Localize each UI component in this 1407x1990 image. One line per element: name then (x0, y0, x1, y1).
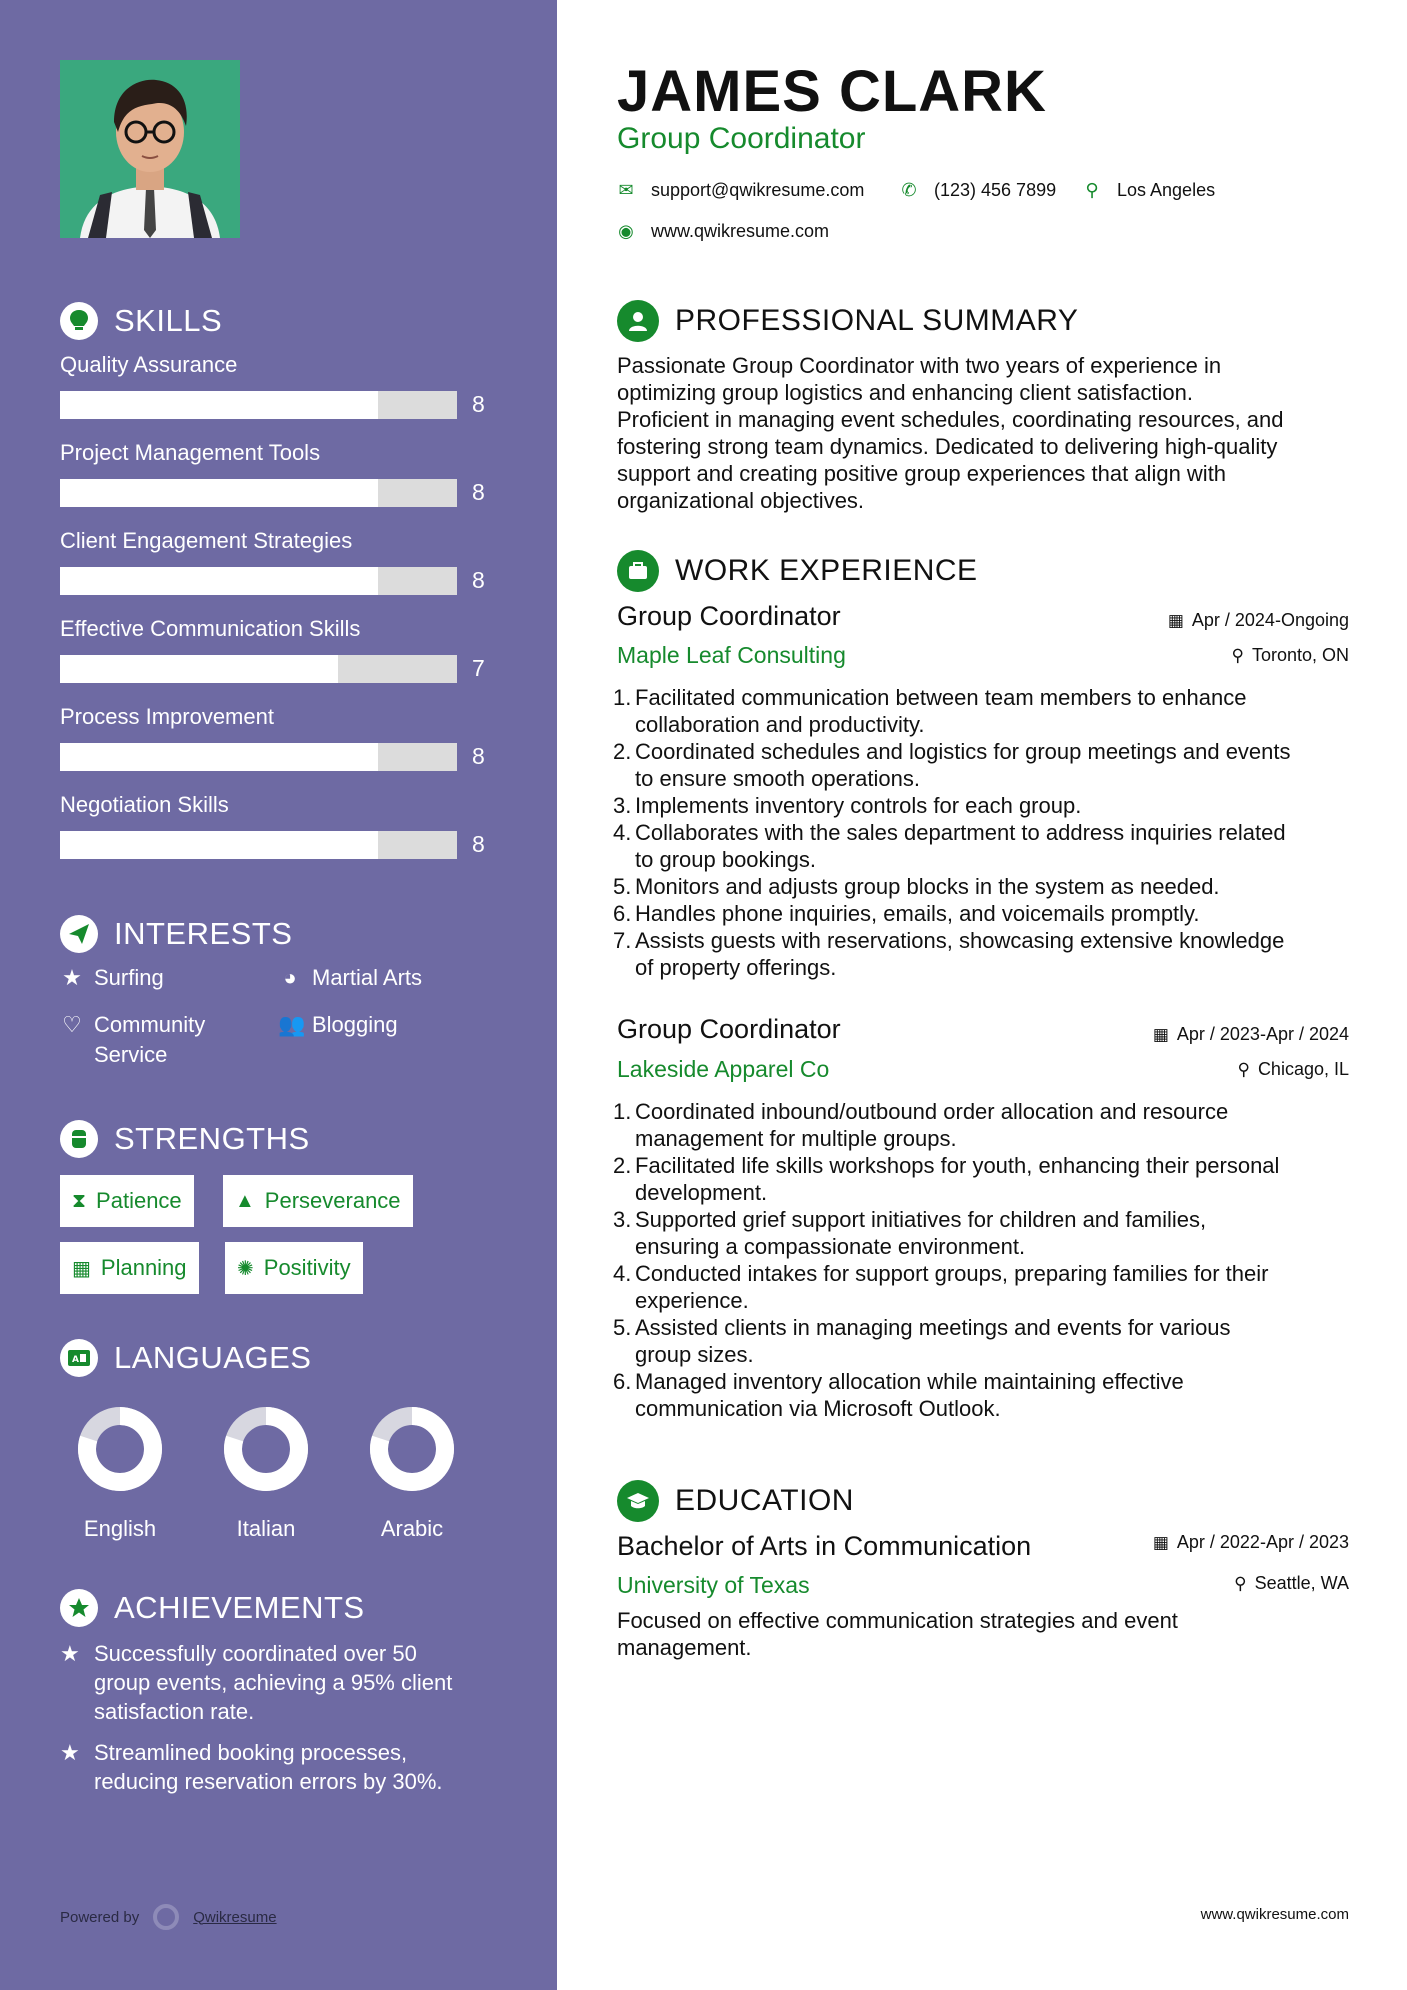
list-number: 3. (613, 1207, 632, 1232)
list-item (613, 792, 1363, 819)
summary-title: PROFESSIONAL SUMMARY (675, 304, 1079, 337)
strength-tag (223, 1175, 413, 1227)
calendar-icon: ▦ (72, 1257, 91, 1280)
achievement-item (60, 1639, 510, 1726)
job-dates: ▦ Apr / 2023-Apr / 2024 (1152, 1024, 1349, 1044)
skill-bar-fill (60, 567, 378, 595)
list-item (613, 738, 1363, 792)
skill-bar-fill (60, 391, 378, 419)
language-name: Arabic (380, 1516, 444, 1541)
list-text: Implements inventory controls for each group. (635, 793, 1082, 818)
phone-text: (123) 456 7899 (934, 180, 1057, 200)
list-text: Assisted clients in managing meetings and events for various group sizes. (635, 1315, 1231, 1367)
interests-heading (60, 915, 292, 953)
star-icon: ★ (62, 965, 82, 990)
road-icon: ▲ (235, 1189, 255, 1212)
achievements-heading (60, 1589, 365, 1627)
skill-bar (60, 479, 457, 507)
summary-text (617, 352, 1357, 514)
list-number: 2. (613, 739, 632, 764)
shooting-star-icon: ★ (60, 1740, 80, 1765)
list-number: 6. (613, 1369, 632, 1394)
candidate-role: Group Coordinator (617, 122, 866, 155)
profile-photo (60, 60, 240, 238)
language-item (367, 1404, 457, 1542)
education-dates: ▦ Apr / 2022-Apr / 2023 (1152, 1532, 1349, 1552)
experience-title: WORK EXPERIENCE (675, 554, 978, 587)
summary-heading (617, 300, 1078, 342)
skill-name: Process Improvement (60, 704, 274, 729)
interests-title: INTERESTS (114, 916, 293, 951)
powered-by-label: Powered by (60, 1908, 140, 1926)
skill-bar-fill (60, 743, 378, 771)
skill-name: Negotiation Skills (60, 792, 229, 817)
skill-bar (60, 655, 457, 683)
list-item (613, 900, 1363, 927)
language-name: Italian (236, 1516, 296, 1541)
strength-label: Patience (96, 1188, 182, 1213)
job-dates: ▦ Apr / 2024-Ongoing (1167, 610, 1349, 630)
interest-label: Community Service (94, 1012, 206, 1067)
skill-bar (60, 831, 457, 859)
skill-name: Quality Assurance (60, 352, 238, 377)
shooting-star-icon: ★ (60, 1641, 80, 1666)
map-pin-icon: ⚲ (1085, 180, 1099, 200)
qwikresume-link[interactable]: Qwikresume (193, 1908, 277, 1926)
list-item (613, 1260, 1363, 1314)
skill-bar (60, 391, 457, 419)
user-icon (617, 300, 659, 342)
main-content (557, 0, 1407, 1990)
interest-item (60, 963, 164, 993)
list-number: 7. (613, 928, 632, 953)
language-name: English (83, 1516, 157, 1541)
contact-email[interactable] (617, 180, 864, 201)
language-item (75, 1404, 165, 1542)
list-item (613, 1368, 1363, 1422)
languages-heading (60, 1339, 311, 1377)
globe-icon: ◉ (618, 221, 634, 241)
list-item (613, 1314, 1363, 1368)
contact-location (1083, 180, 1215, 201)
list-number: 4. (613, 1261, 632, 1286)
education-heading (617, 1480, 854, 1522)
achievements-title: ACHIEVEMENTS (114, 1590, 365, 1625)
summary-line: Proficient in managing event schedules, coordinating resources, and (617, 407, 1284, 432)
summary-line: support and creating positive group experiences that align with (617, 461, 1227, 486)
skill-bar (60, 567, 457, 595)
skill-score: 8 (472, 391, 485, 417)
hourglass-icon: ⧗ (72, 1189, 87, 1212)
lightbulb-icon (60, 302, 98, 340)
education-line: Focused on effective communication strategies and event (617, 1608, 1178, 1633)
skill-bar (60, 743, 457, 771)
interest-item (278, 1010, 398, 1040)
list-text: Coordinated inbound/outbound order allocation and resource management for multiple groups. (635, 1099, 1229, 1151)
list-item (613, 819, 1363, 873)
users-icon: 👥 (278, 1012, 306, 1037)
list-text: Managed inventory allocation while maintaining effective communication via Microsoft Outlook. (635, 1369, 1184, 1421)
contact-phone[interactable] (900, 180, 1056, 201)
pushpin-icon: ⚲ (1237, 1059, 1250, 1079)
sidebar (0, 0, 557, 1990)
list-item (613, 1206, 1363, 1260)
interest-label: Martial Arts (312, 965, 423, 990)
achievement-text: Streamlined booking processes, reducing reservation errors by 30%. (94, 1740, 443, 1794)
education-title: EDUCATION (675, 1484, 854, 1517)
summary-line: optimizing group logistics and enhancing client satisfaction. (617, 380, 1193, 405)
job-duties (613, 684, 1363, 981)
candidate-name: JAMES CLARK (617, 59, 1047, 124)
calendar-icon: ▦ (1167, 610, 1184, 630)
list-number: 1. (613, 685, 632, 710)
skill-bar-fill (60, 655, 338, 683)
experience-heading (617, 550, 978, 592)
list-text: Coordinated schedules and logistics for group meetings and events to ensure smooth operations. (635, 739, 1291, 791)
globe-icon: ◕ (283, 965, 297, 990)
interest-label: Surfing (94, 965, 164, 990)
list-number: 5. (613, 1315, 632, 1340)
education-line: management. (617, 1635, 752, 1660)
skills-heading (60, 302, 222, 340)
location-text: Los Angeles (1117, 180, 1216, 200)
interest-item (278, 963, 422, 993)
strengths-heading (60, 1120, 310, 1158)
phone-icon: ✆ (901, 180, 917, 200)
strength-tag (225, 1242, 363, 1294)
website-text: www.qwikresume.com (651, 221, 830, 241)
calendar-icon: ▦ (1152, 1024, 1169, 1044)
award-star-icon (60, 1589, 98, 1627)
education-location: ⚲ Seattle, WA (1234, 1573, 1349, 1593)
list-text: Facilitated communication between team members to enhance collaboration and productivity. (635, 685, 1247, 737)
skill-score: 8 (472, 743, 485, 769)
list-text: Monitors and adjusts group blocks in the system as needed. (635, 874, 1220, 899)
paper-plane-icon (60, 915, 98, 953)
list-number: 1. (613, 1099, 632, 1124)
strength-label: Perseverance (264, 1188, 401, 1213)
list-item (613, 927, 1363, 981)
briefcase-icon (617, 550, 659, 592)
skill-score: 8 (472, 479, 485, 505)
language-icon (60, 1339, 98, 1377)
footer-website[interactable]: www.qwikresume.com (1200, 1906, 1349, 1923)
contact-website[interactable] (617, 221, 829, 242)
qwikresume-logo-icon (153, 1904, 179, 1930)
list-number: 2. (613, 1153, 632, 1178)
list-item (613, 873, 1363, 900)
list-item (613, 684, 1363, 738)
list-text: Supported grief support initiatives for children and families, ensuring a compassionate environment. (635, 1207, 1207, 1259)
skill-name: Effective Communication Skills (60, 616, 361, 641)
summary-line: fostering strong team dynamics. Dedicated to delivering high-quality (617, 434, 1278, 459)
job-location: ⚲ Chicago, IL (1237, 1059, 1349, 1079)
language-level-ring (367, 1404, 457, 1494)
pushpin-icon: ⚲ (1231, 645, 1244, 665)
languages-title: LANGUAGES (114, 1340, 312, 1375)
job-title: Group Coordinator (617, 1014, 841, 1044)
fist-icon (60, 1120, 98, 1158)
skill-name: Project Management Tools (60, 440, 321, 465)
school-name: University of Texas (617, 1572, 810, 1598)
job-company: Lakeside Apparel Co (617, 1056, 830, 1082)
strength-label: Planning (100, 1255, 187, 1280)
calendar-icon: ▦ (1152, 1532, 1169, 1552)
achievement-item (60, 1738, 510, 1796)
list-number: 6. (613, 901, 632, 926)
skill-bar-fill (60, 831, 378, 859)
list-number: 3. (613, 793, 632, 818)
list-text: Handles phone inquiries, emails, and voicemails promptly. (635, 901, 1200, 926)
graduation-cap-icon (617, 1480, 659, 1522)
skill-bar-fill (60, 479, 378, 507)
strengths-title: STRENGTHS (114, 1121, 310, 1156)
email-text: support@qwikresume.com (651, 180, 865, 200)
summary-line: organizational objectives. (617, 488, 865, 513)
skill-score: 8 (472, 831, 485, 857)
svg-text:A: A (72, 1355, 79, 1365)
education-description (617, 1607, 1357, 1661)
job-title: Group Coordinator (617, 601, 841, 631)
strength-tag (60, 1242, 199, 1294)
skill-score: 8 (472, 567, 485, 593)
skill-score: 7 (472, 655, 485, 681)
list-number: 4. (613, 820, 632, 845)
job-company: Maple Leaf Consulting (617, 642, 846, 668)
summary-line: Passionate Group Coordinator with two years of experience in (617, 353, 1222, 378)
language-level-ring (221, 1404, 311, 1494)
list-text: Conducted intakes for support groups, preparing families for their experience. (635, 1261, 1269, 1313)
list-item (613, 1152, 1363, 1206)
achievement-text: Successfully coordinated over 50 group events, achieving a 95% client satisfaction rate. (94, 1641, 453, 1724)
heart-hand-icon: ♡ (62, 1012, 82, 1037)
language-level-ring (75, 1404, 165, 1494)
job-duties (613, 1098, 1363, 1422)
interest-label: Blogging (312, 1012, 398, 1037)
list-text: Collaborates with the sales department to address inquiries related to group bookings. (635, 820, 1286, 872)
strength-label: Positivity (263, 1255, 351, 1280)
list-text: Assists guests with reservations, showcasing extensive knowledge of property offerings. (635, 928, 1285, 980)
list-text: Facilitated life skills workshops for youth, enhancing their personal development. (635, 1153, 1280, 1205)
interest-item (60, 1010, 205, 1070)
skills-title: SKILLS (114, 303, 223, 338)
envelope-icon: ✉ (618, 180, 634, 200)
powered-by (60, 1904, 277, 1930)
pushpin-icon: ⚲ (1234, 1573, 1247, 1593)
strength-tag (60, 1175, 194, 1227)
list-number: 5. (613, 874, 632, 899)
job-location: ⚲ Toronto, ON (1231, 645, 1349, 665)
list-item (613, 1098, 1363, 1152)
language-item (221, 1404, 311, 1542)
skill-name: Client Engagement Strategies (60, 528, 353, 553)
sun-icon: ✺ (237, 1257, 254, 1280)
degree-title: Bachelor of Arts in Communication (617, 1531, 1032, 1561)
